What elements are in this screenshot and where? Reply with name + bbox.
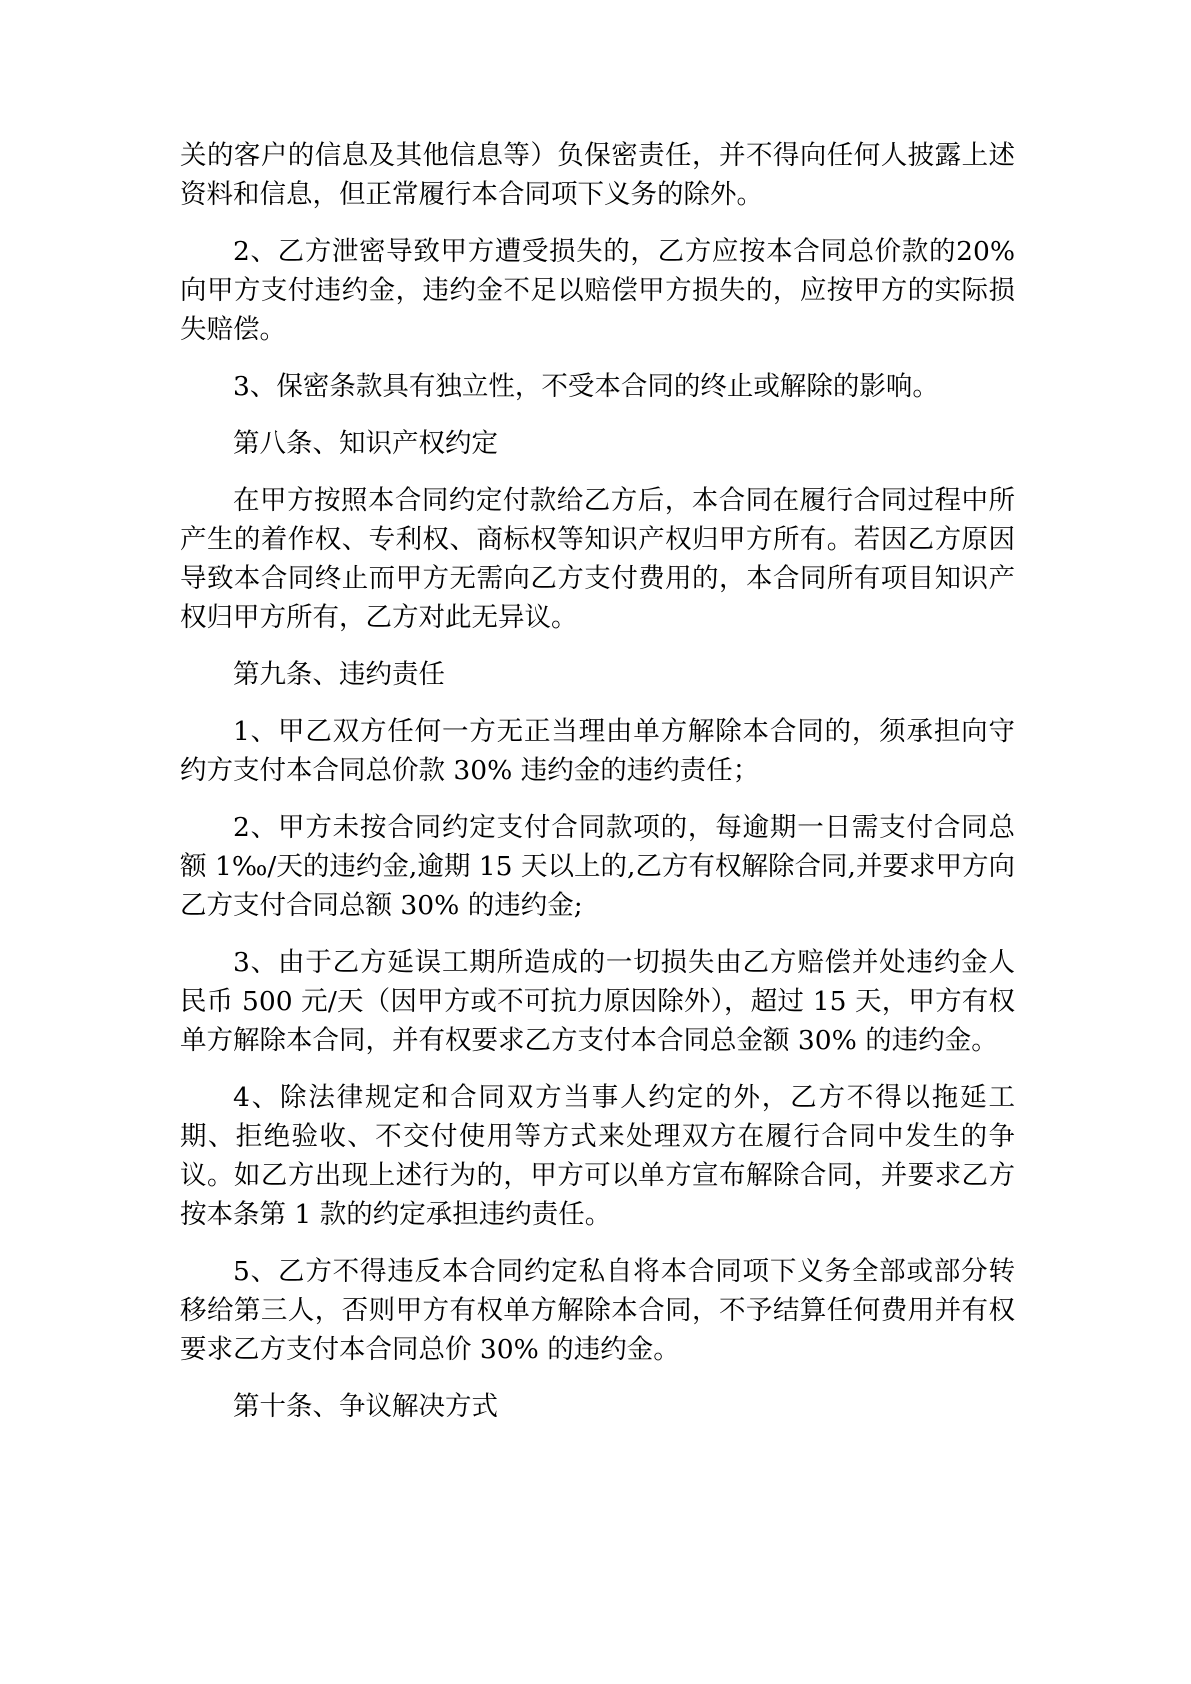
- text-line: 3、由于乙方延误工期所造成的一切损失由乙方赔偿并处违约金: [233, 947, 989, 978]
- text-line: 人民币 500 元/天（因甲方或不可抗力原因除外），超过 15 天，甲: [180, 947, 1015, 1017]
- paragraph: [180, 943, 1015, 1060]
- text-line: 总额 1‰/天的违约金,逾期 15 天以上的,乙方有权解除合同,并要求甲: [180, 812, 1015, 882]
- text-line: 关的客户的信息及其他信息等）负保密责任，并不得向任何人披露: [180, 140, 962, 171]
- paragraph: [180, 232, 1015, 349]
- text-line: 上述资料和信息，但正常履行本合同项下义务的除外。: [180, 140, 1016, 210]
- text-line: 方向乙方支付合同总额 30% 的违约金;: [180, 851, 1016, 921]
- text-line: 争议。如乙方出现上述行为的，甲方可以单方宣布解除合同，并要: [180, 1121, 1015, 1191]
- text-line: 4、除法律规定和合同双方当事人约定的外，乙方不得以拖延工: [233, 1082, 1015, 1113]
- paragraph-continuation: [180, 136, 1015, 214]
- text-line: 期、拒绝验收、不交付使用等方式来处理双方在履行合同中发生的: [180, 1121, 989, 1152]
- text-line: 的实际损失赔偿。: [180, 275, 1016, 345]
- text-line: 20% 向甲方支付违约金，违约金不足以赔偿甲方损失的，应按甲方: [180, 236, 1015, 306]
- document-body: [180, 136, 1015, 1444]
- text-line: 有项目知识产权归甲方所有，乙方对此无异议。: [180, 563, 1015, 633]
- paragraph: [180, 367, 1015, 406]
- text-line: 2、甲方未按合同约定支付合同款项的，每逾期一日需支付合同: [233, 812, 989, 843]
- text-line: 求乙方按本条第 1 款的约定承担违约责任。: [180, 1160, 1016, 1230]
- text-line: 在甲方按照本合同约定付款给乙方后，本合同在履行合同过程: [233, 485, 962, 516]
- paragraph: [180, 481, 1015, 637]
- paragraph: [180, 808, 1015, 925]
- text-line: 5、乙方不得违反本合同约定私自将本合同项下义务全部或部分: [233, 1256, 989, 1287]
- text-line: 违约金。: [891, 1025, 998, 1056]
- text-line: 中所产生的着作权、专利权、商标权等知识产权归甲方所有。若因: [180, 485, 1016, 555]
- section-heading: [180, 655, 1015, 694]
- text-line: 转移给第三人，否则甲方有权单方解除本合同，不予结算任何费用: [180, 1256, 1015, 1326]
- text-line: 第九条、违约责任: [233, 659, 445, 690]
- section-heading: [180, 424, 1015, 463]
- text-line: 乙方原因导致本合同终止而甲方无需向乙方支付费用的，本合同所: [180, 524, 1016, 594]
- paragraph: [180, 1252, 1015, 1369]
- text-line: 第十条、争议解决方式: [233, 1391, 498, 1422]
- text-line: 第八条、知识产权约定: [233, 428, 498, 459]
- text-line: 守约方支付本合同总价款 30% 违约金的违约责任；: [180, 716, 1015, 786]
- text-line: 3、保密条款具有独立性，不受本合同的终止或解除的影响。: [233, 371, 939, 402]
- text-line: 2、乙方泄密导致甲方遭受损失的，乙方应按本合同总价款的: [233, 236, 957, 267]
- paragraph: [180, 712, 1015, 790]
- text-line: 并有权要求乙方支付本合同总价 30% 的违约金。: [180, 1295, 1016, 1365]
- section-heading: [180, 1387, 1015, 1426]
- paragraph: [180, 1078, 1015, 1234]
- text-line: 方有权单方解除本合同，并有权要求乙方支付本合同总金额 30% 的: [180, 986, 1015, 1056]
- text-line: 1、甲乙双方任何一方无正当理由单方解除本合同的，须承担向: [233, 716, 989, 747]
